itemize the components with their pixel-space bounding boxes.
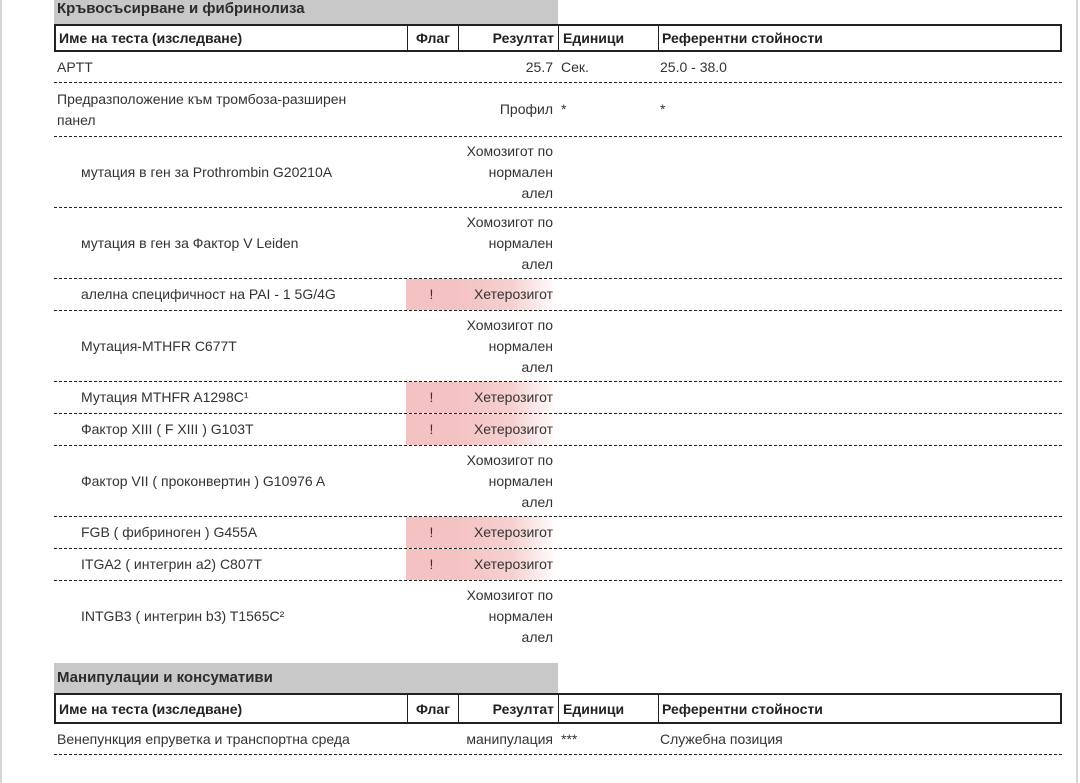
flag-cell xyxy=(406,446,457,516)
page-right-edge xyxy=(1076,0,1078,783)
header-flag: Флаг xyxy=(408,26,459,50)
units-cell xyxy=(557,279,657,310)
result-cell: Хомозигот по нормален алел xyxy=(466,316,553,375)
flag-cell xyxy=(406,208,457,278)
result-cell: манипулация xyxy=(466,730,553,747)
header-units: Единици xyxy=(559,695,659,722)
result-cell: Хомозигот по нормален алел xyxy=(466,451,553,510)
result-cell: Профил xyxy=(499,101,553,117)
test-name: ITGA2 ( интегрин a2) C807T xyxy=(81,556,262,572)
section-title: Манипулации и консумативи xyxy=(54,663,558,693)
reference-cell: * xyxy=(660,101,666,117)
test-name: Предразположение към тромбоза-разширен панел xyxy=(57,90,347,128)
units-cell: * xyxy=(561,101,567,117)
header-flag: Флаг xyxy=(408,695,459,722)
section-title: Кръвосъсирване и фибринолиза xyxy=(54,0,558,24)
test-name: мутация в ген за Prothrombin G20210A xyxy=(81,163,333,180)
test-name: Мутация MTHFR A1298C¹ xyxy=(81,389,249,405)
test-name: Мутация-MTHFR C677T xyxy=(81,337,237,354)
reference-cell xyxy=(657,208,1062,278)
reference-cell xyxy=(657,446,1062,516)
table-row xyxy=(54,311,1062,382)
header-reference: Референтни стойности xyxy=(662,30,823,46)
test-name: FGB ( фибриноген ) G455A xyxy=(81,524,258,540)
reference-cell xyxy=(657,549,1062,580)
units-cell: *** xyxy=(561,730,578,747)
reference-cell xyxy=(657,414,1062,445)
result-cell: Хетерозигот xyxy=(457,414,557,445)
result-cell: Хетерозигот xyxy=(457,549,557,580)
result-cell: Хомозигот по нормален алел xyxy=(466,587,553,645)
flag-cell: ! xyxy=(406,517,457,548)
reference-cell xyxy=(657,279,1062,310)
reference-cell xyxy=(657,311,1062,381)
flag-cell xyxy=(406,311,457,381)
result-cell: Хомозигот по нормален алел xyxy=(466,142,553,201)
flag-cell: ! xyxy=(406,549,457,580)
result-cell: 25.7 xyxy=(525,58,553,75)
result-cell: Хетерозигот xyxy=(457,382,557,413)
test-name: Венепункция епруветка и транспортна среда xyxy=(57,730,350,747)
result-cell: Хомозигот по нормален алел xyxy=(466,213,553,272)
table-header xyxy=(54,24,1062,52)
header-units: Единици xyxy=(559,26,659,50)
header-reference: Референтни стойности xyxy=(662,700,823,717)
table-row xyxy=(54,279,1062,311)
test-name: Фактор XIII ( F XIII ) G103T xyxy=(81,421,254,437)
table-row xyxy=(54,208,1062,279)
table-row xyxy=(54,52,1062,83)
flag-cell xyxy=(406,83,457,136)
header-test-name: Име на теста (изследване) xyxy=(56,26,408,50)
table-row xyxy=(54,446,1062,517)
section-manipulations xyxy=(54,663,1062,755)
units-cell xyxy=(557,549,657,580)
table-row xyxy=(54,581,1062,652)
header-result: Резултат xyxy=(459,695,559,722)
table-row xyxy=(54,137,1062,208)
header-result: Резултат xyxy=(459,26,559,50)
reference-cell xyxy=(657,382,1062,413)
units-cell xyxy=(557,137,657,207)
section-coagulation xyxy=(54,0,1062,652)
test-name: мутация в ген за Фактор V Leiden xyxy=(81,234,299,251)
flag-cell xyxy=(406,52,457,82)
flag-cell: ! xyxy=(406,382,457,413)
table-row xyxy=(54,382,1062,414)
reference-cell: Служебна позиция xyxy=(660,730,783,747)
result-cell: Хетерозигот xyxy=(457,517,557,548)
units-cell xyxy=(557,581,657,652)
units-cell xyxy=(557,382,657,413)
table-row xyxy=(54,549,1062,581)
reference-cell xyxy=(657,581,1062,652)
reference-cell: 25.0 - 38.0 xyxy=(660,58,727,75)
units-cell xyxy=(557,414,657,445)
test-name: INTGB3 ( интегрин b3) T1565C² xyxy=(81,608,285,624)
flag-cell: ! xyxy=(406,279,457,310)
units-cell xyxy=(557,517,657,548)
test-name: Фактор VII ( проконвертин ) G10976 A xyxy=(81,472,326,489)
flag-cell xyxy=(406,724,457,754)
header-test-name: Име на теста (изследване) xyxy=(56,695,408,722)
table-row xyxy=(54,414,1062,446)
units-cell xyxy=(557,311,657,381)
units-cell xyxy=(557,446,657,516)
flag-cell xyxy=(406,581,457,652)
units-cell: Сек. xyxy=(561,58,589,75)
reference-cell xyxy=(657,137,1062,207)
test-name: алелна специфичност на PAI - 1 5G/4G xyxy=(81,286,336,302)
table-row xyxy=(54,83,1062,137)
result-cell: Хетерозигот xyxy=(457,279,557,310)
table-header xyxy=(54,693,1062,724)
table-row xyxy=(54,517,1062,549)
flag-cell xyxy=(406,137,457,207)
page-left-edge xyxy=(0,0,2,783)
test-name: APTT xyxy=(57,58,93,75)
table-row xyxy=(54,724,1062,755)
units-cell xyxy=(557,208,657,278)
flag-cell: ! xyxy=(406,414,457,445)
reference-cell xyxy=(657,517,1062,548)
